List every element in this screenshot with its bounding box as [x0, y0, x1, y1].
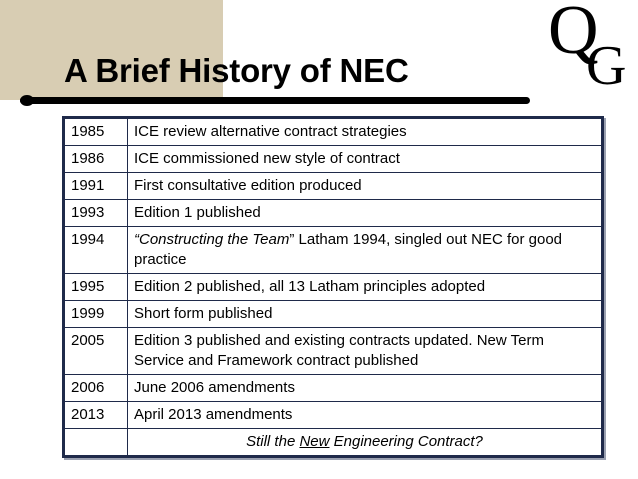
event-cell [128, 227, 602, 274]
table-row [65, 402, 602, 429]
footer-cell [128, 429, 602, 456]
year-cell: 1995 [65, 274, 128, 301]
event-cell: First consultative edition produced [128, 173, 602, 200]
event-text: ” Latham 1994, singled out NEC for good practice [134, 231, 563, 268]
event-cell: Edition 3 published and existing contracts updated. New Term Service and Framework contract published [128, 328, 602, 375]
table-row [65, 227, 602, 274]
year-cell: 1991 [65, 173, 128, 200]
table-row [65, 375, 602, 402]
year-cell: 1985 [65, 119, 128, 146]
empty-year-cell [65, 429, 128, 456]
event-cell: ICE commissioned new style of contract [128, 146, 602, 173]
year-cell: 2006 [65, 375, 128, 402]
table-row [65, 173, 602, 200]
title-rule [20, 97, 530, 104]
table-row [65, 301, 602, 328]
table-footer-row [65, 429, 602, 456]
footer-underlined-word: New [299, 433, 330, 450]
event-italic-text: “Constructing the Team [134, 231, 290, 248]
event-cell: ICE review alternative contract strategies [128, 119, 602, 146]
year-cell: 1999 [65, 301, 128, 328]
qg-logo [548, 0, 638, 96]
event-cell: April 2013 amendments [128, 402, 602, 429]
table-row [65, 200, 602, 227]
logo-letter-q: Q [548, 0, 599, 69]
event-cell: Edition 2 published, all 13 Latham principles adopted [128, 274, 602, 301]
history-table [62, 116, 604, 458]
footer-text-after: Engineering Contract? [329, 433, 483, 450]
year-cell: 2013 [65, 402, 128, 429]
logo-letter-g: G [586, 35, 627, 97]
page-title: A Brief History of NEC [64, 52, 409, 89]
footer-text-before: Still the [246, 433, 300, 450]
year-cell: 1993 [65, 200, 128, 227]
year-cell: 2005 [65, 328, 128, 375]
event-cell: June 2006 amendments [128, 375, 602, 402]
table-row [65, 274, 602, 301]
table-row [65, 119, 602, 146]
table-row [65, 146, 602, 173]
event-cell: Edition 1 published [128, 200, 602, 227]
event-cell: Short form published [128, 301, 602, 328]
year-cell: 1994 [65, 227, 128, 274]
table-row [65, 328, 602, 375]
year-cell: 1986 [65, 146, 128, 173]
